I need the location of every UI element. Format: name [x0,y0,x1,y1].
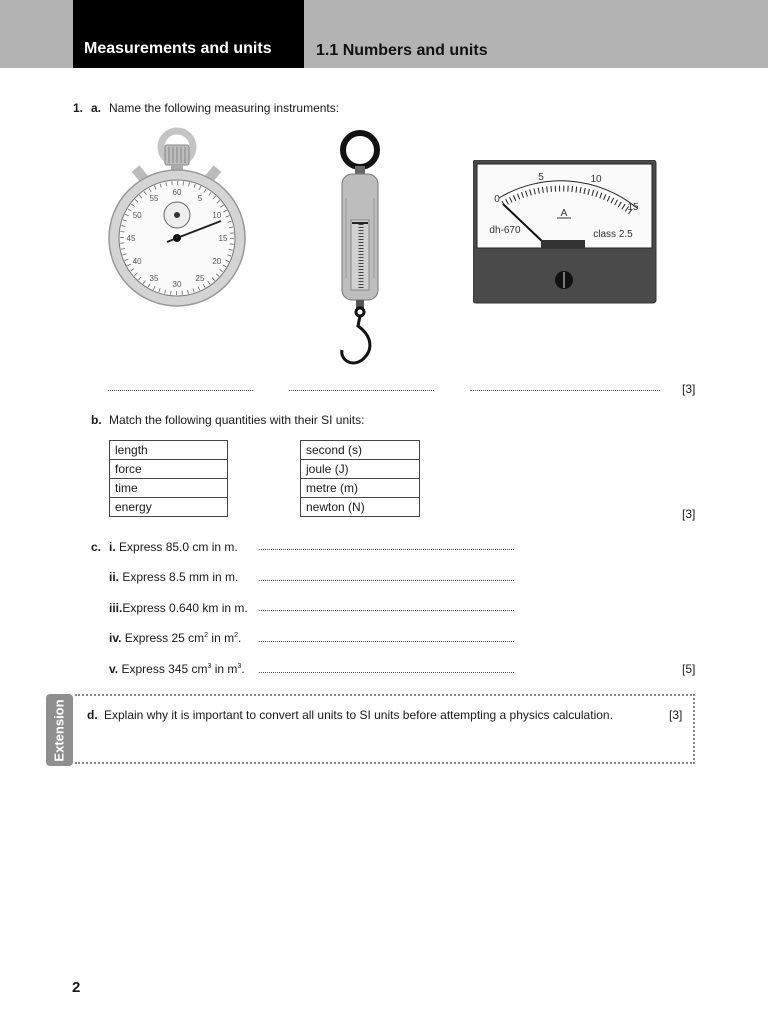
item-text: Express 345 cm [121,662,208,676]
marks-b: [3] [682,507,696,521]
item-number: ii. [109,570,120,584]
spring-balance-image [328,128,388,368]
item-text: Express 25 cm [124,631,205,645]
part-d-prompt: Explain why it is important to convert all units to SI units before attempting a physics calculation. [104,708,613,722]
item-number: iii. [109,601,123,615]
part-c-item [109,631,241,645]
stopwatch-dial-number: 40 [132,257,142,266]
extension-box [75,694,695,764]
stopwatch-image [105,125,250,307]
stopwatch-dial-number: 50 [132,211,142,220]
ammeter-image [473,160,658,305]
marks-c: [5] [682,662,696,676]
answer-line[interactable] [289,390,434,391]
unit-cell: second (s) [301,441,420,460]
quantity-cell: force [110,460,228,479]
ammeter-scale-0: 0 [494,194,500,205]
marks-a: [3] [682,382,696,396]
stopwatch-dial-number: 20 [212,257,222,266]
item-number: v. [109,662,119,676]
unit-cell: newton (N) [301,498,420,517]
section-title: 1.1 Numbers and units [316,42,488,59]
part-a-prompt: Name the following measuring instruments: [109,101,340,115]
item-text: Express 0.640 km in m. [122,601,248,615]
superscript: 2 [204,632,209,639]
item-text: in m [211,662,238,676]
part-c-item [109,662,245,676]
item-text: . [241,662,245,676]
extension-label: Extension [52,698,67,762]
answer-line[interactable] [470,390,660,391]
item-text: Express 8.5 mm in m. [122,570,239,584]
answer-line[interactable] [259,549,514,550]
stopwatch-dial-number: 35 [149,273,159,283]
answer-line[interactable] [108,390,253,391]
part-a-label: a. [91,101,102,115]
item-number: iv. [109,631,122,645]
unit-cell: metre (m) [301,479,420,498]
part-b-label: b. [91,413,102,427]
units-table [300,440,420,517]
part-d-label: d. [87,708,98,722]
ammeter-unit: A [560,208,568,219]
chapter-title: Measurements and units [84,40,272,57]
stopwatch-dial-number: 5 [197,194,203,204]
ammeter-model: dh-670 [489,225,521,236]
question-number: 1. [73,101,84,115]
stopwatch-dial-number: 30 [172,280,182,289]
item-text: in m [208,631,235,645]
answer-line[interactable] [259,580,514,581]
quantity-cell: time [110,479,228,498]
part-c-item [109,540,238,554]
part-c-item [109,601,248,615]
item-text: . [237,631,242,645]
quantity-cell: energy [110,498,228,517]
stopwatch-dial-number: 25 [195,273,205,283]
answer-line[interactable] [259,610,514,611]
stopwatch-dial-number: 10 [212,211,222,220]
ammeter-scale-15: 15 [627,202,639,213]
ammeter-scale-5: 5 [538,172,544,183]
quantity-cell: length [110,441,228,460]
stopwatch-dial-number: 55 [149,194,159,204]
answer-line[interactable] [259,672,514,673]
stopwatch-dial-number: 60 [172,188,182,197]
part-b-prompt: Match the following quantities with their SI units: [109,413,365,427]
superscript: 2 [234,632,238,639]
quantities-table [109,440,228,517]
part-c-item [109,570,238,584]
unit-cell: joule (J) [301,460,420,479]
superscript: 3 [207,663,212,670]
page-number: 2 [72,979,81,996]
item-text: Express 85.0 cm in m. [119,540,238,554]
ammeter-scale-10: 10 [590,174,602,185]
item-number: i. [109,540,116,554]
superscript: 3 [237,663,242,670]
part-c-label: c. [91,540,102,554]
ammeter-class: class 2.5 [593,229,633,240]
stopwatch-dial-number: 45 [126,234,136,243]
answer-line[interactable] [259,641,514,642]
marks-d: [3] [669,708,683,722]
stopwatch-dial-number: 15 [218,234,228,243]
